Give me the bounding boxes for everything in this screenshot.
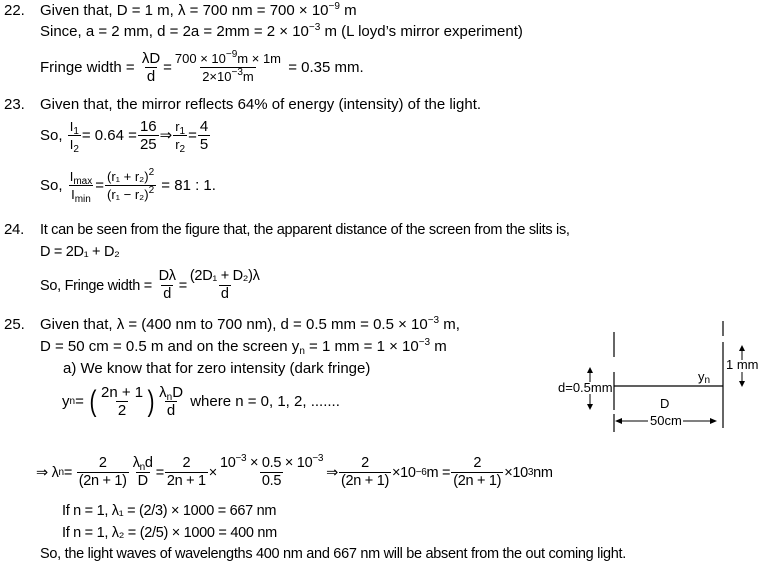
slit-screen-diagram [540,310,760,440]
problem-24-line2: D = 2D₁ + D₂ [40,244,120,260]
problem-24-fringe-equation: So, Fringe width = $\frac{D\lambda}{d}$ = $\frac{\text{(2D₁ + D₂)λ}}{d}$ [40,268,260,302]
problem-22-fringe-equation: Fringe width = $\frac{\lambda D}{d}$ = $\frac{700 \times 10^{-9}m \times 1m}{2\times 10^{-3}m}$ = 0.35 mm. [40,49,364,85]
problem-22-number: 22. [4,2,25,19]
problem-25-derivation: ⇒ λ n = $\frac{2}{(2n + 1)}$ $\frac{\lambda_nd}{D}$ = $\frac{2}{2n + 1}$ × $\frac{10^{-3} \times 0.5 \times 10^{-3}}{0.5}$ ⇒ $\frac{2}{(2n + 1)}$ ×10 −6 m = $\frac{2}{(2n + 1)}$ ×10 3 nm [36,453,553,489]
problem-23-number: 23. [4,96,25,113]
problem-25-number: 25. [4,316,25,333]
d-label: d=0.5mm [558,380,613,395]
problem-22-line2: Since, a = 2 mm, $d = 2a = 2mm = 2 \times 10^{-3}$ m (L loyd’s mirror experiment) [40,22,523,40]
problem-23-ratio-equation: So, $\frac{I_1}{I_2}$ = 0.64 = $\frac{16}{25}$ ⇒ $\frac{r_1}{r_2}$ = $\frac{4}{5}$ [40,118,209,155]
problem-22-line1: Given that, D = 1 m, λ = 700 nm = $700 \times 10^{-9}$ m [40,1,357,19]
problem-24-number: 24. [4,221,24,238]
problem-25-conclusion: So, the light waves of wavelengths 400 nm and 667 nm will be absent from the out coming light. [40,546,626,562]
problem-25-line2: D = 50 cm = 0.5 m and on the screen $y_n = 1$ mm = $1 \times 10^{-3}$ m [40,337,447,357]
mm-down-arrow-icon [739,372,745,387]
problem-23-intensity-ratio: So, $\frac{I_{max}}{I_{min}}$ = $\frac{(r_1 + r_2)^2}{(r_1 - r_2)^2}$ = 81 : 1. [40,167,216,205]
D-label: D [660,396,670,411]
problem-23-line1: Given that, the mirror reflects 64% of energy (intensity) of the light. [40,96,482,113]
distance-label: 50cm [650,413,682,428]
problem-25-yn-equation: y n = ( $\frac{2n + 1}{2}$ ) $\frac{\lambda_nD}{d}$ where n = 0, 1, 2, ....... [62,384,340,419]
problem-25-part-a: a) We know that for zero intensity (dark fringe) [63,360,371,377]
problem-25-line1: Given that, λ = (400 nm to 700 nm), d = 0.5 mm = $0.5 \times 10^{-3}$ m, [40,315,460,333]
mm-label: 1 mm [726,357,759,372]
d-down-arrow-icon [587,394,593,410]
problem-25-case1: If n = 1, λ₁ = (2/3) × 1000 = 667 nm [62,503,277,519]
problem-25-case2: If n = 1, λ₂ = (2/5) × 1000 = 400 nm [62,525,277,541]
problem-24-line1: It can be seen from the figure that, the apparent distance of the screen from the slits is, [40,222,570,238]
yn-label: yn [698,369,711,386]
